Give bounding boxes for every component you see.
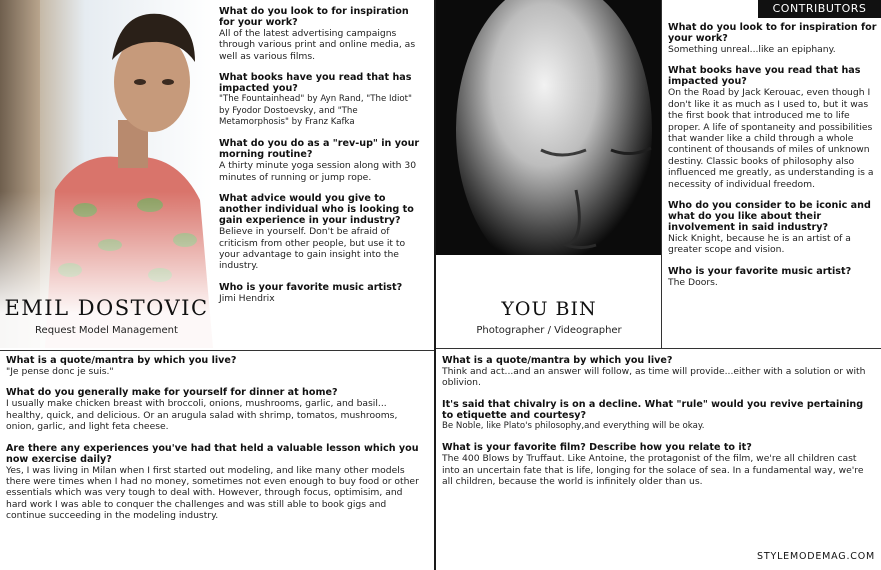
site-url[interactable]: STYLEMODEMAG.COM [757, 551, 875, 562]
answer: On the Road by Jack Kerouac, even though I don't like it as much as I used to, but it was the first book that introduced me to life proper. A life of spontaneity and possibilities that wander like a child through a whole continent of thousands of miles of unknown destiny. Classic books of philosophy also influenced me greatly, as understanding is a necessity of individual freedom. [668, 87, 874, 190]
question: What do you look to for inspiration for your work? [668, 22, 877, 44]
question: It's said that chivalry is on a decline. What "rule" would you revive pertaining to etiquette and courtesy? [442, 398, 864, 421]
answer: Yes, I was living in Milan when I first started out modeling, and like many other models there were times when I had no money, sometimes not even enough to buy food or other essentials which was very tough to deal with. However, through focus, optimisim, and hard work I was able to conquer the challenges and was still able to book gigs and continue succeeding in the modeling industry. [6, 464, 419, 522]
answer: The 400 Blows by Truffaut. Like Antoine, the protagonist of the film, we're all children cast into an uncertain fate that is life, longing for the solace of sea. In a fundamental way, we're all children, because the world is infinitely older than us. [442, 453, 864, 488]
question: What books have you read that has impacted you? [219, 72, 412, 95]
answer: A thirty minute yoga session along with 30 minutes of running or jump rope. [219, 160, 417, 183]
you-bin-top-interview [668, 22, 878, 298]
question: Are there any experiences you've had that held a valuable lesson which you now exercise daily? [6, 442, 419, 465]
answer: Jimi Hendrix [219, 292, 275, 304]
question: Who do you consider to be iconic and what do you like about their involvement in said industry? [668, 200, 871, 234]
answer: Think and act...and an answer will follow, as time will provide...either with a solution or with oblivion. [442, 366, 866, 389]
question: What is a quote/mantra by which you live? [6, 355, 237, 366]
question: Who is your favorite music artist? [219, 281, 403, 293]
question: Who is your favorite music artist? [668, 265, 852, 277]
emil-name: EMIL DOSTOVIC [4, 296, 209, 320]
horizontal-divider [0, 350, 436, 351]
answer: All of the latest advertising campaigns through various print and online media, as well as various films. [219, 28, 416, 62]
you-bin-bottom-interview [442, 355, 876, 497]
you-bin-name: YOU BIN [501, 298, 597, 320]
you-bin-role: Photographer / Videographer [476, 325, 622, 336]
question: What do you look to for inspiration for your work? [219, 6, 409, 28]
emil-top-interview [219, 6, 424, 314]
answer: I usually make chicken breast with broccoli, onions, mushrooms, garlic, and basil... healthy, quick, and delicious. Or an arugula salad with shrimp, tomatos, mushrooms, onion, garlic, and light feta cheese. [6, 398, 398, 433]
answer: Believe in yourself. Don't be afraid of criticism from other people, but use it to your advantage to gain insight into the industry. [219, 226, 406, 272]
answer: Something unreal...like an epiphany. [668, 44, 836, 55]
you-bin-photo-frame [436, 0, 662, 348]
answer: "Je pense donc je suis." [6, 366, 114, 377]
answer: The Doors. [668, 276, 718, 288]
question: What do you generally make for yourself for dinner at home? [6, 387, 338, 399]
section-label-contributors: CONTRIBUTORS [758, 0, 881, 18]
question: What do you do as a "rev-up" in your morning routine? [219, 138, 420, 161]
question: What is a quote/mantra by which you live? [442, 355, 673, 366]
emil-agency: Request Model Management [35, 325, 178, 336]
answer: Be Noble, like Plato's philosophy,and everything will be okay. [442, 420, 705, 431]
question: What is your favorite film? Describe how you relate to it? [442, 442, 752, 454]
answer: "The Fountainhead" by Ayn Rand, "The Idiot" by Fyodor Dostoevsky, and "The Metamorphosis" by Franz Kafka [219, 94, 412, 128]
horizontal-divider [436, 348, 881, 349]
question: What advice would you give to another individual who is looking to gain experience in your industry? [219, 193, 414, 227]
question: What books have you read that has impacted you? [668, 65, 861, 88]
answer: Nick Knight, because he is an artist of a greater scope and vision. [668, 233, 851, 256]
emil-bottom-interview [6, 355, 426, 532]
